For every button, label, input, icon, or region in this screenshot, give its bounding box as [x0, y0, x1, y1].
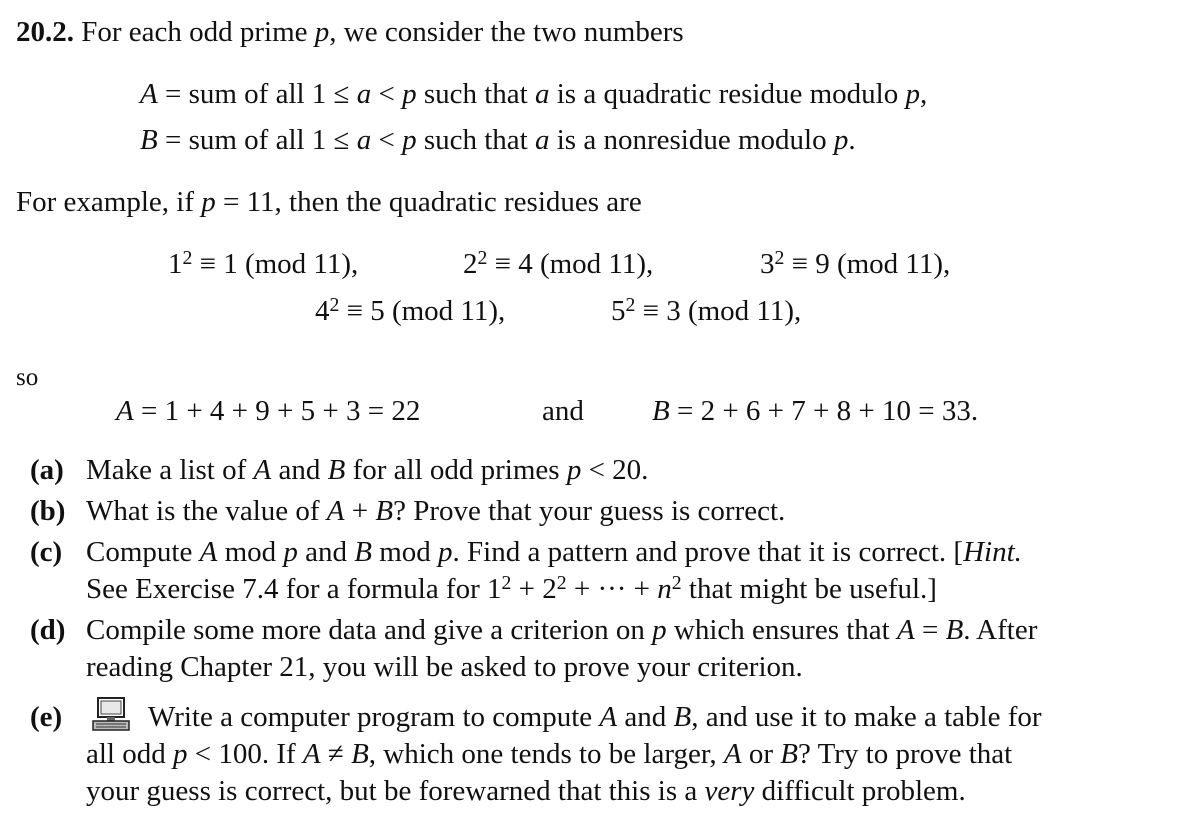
part-a-text: Make a list of A and B for all odd primes p < 20.	[86, 454, 649, 486]
part-d-label: (d)	[30, 614, 66, 646]
part-a-label: (a)	[30, 454, 64, 486]
exercise-intro-text: For each odd prime p, we consider the two numbers	[81, 16, 684, 48]
square-4: $4^2 \equiv 5$ (mod 11),	[315, 294, 506, 327]
example-intro: For example, if p = 11, then the quadratic residues are	[16, 186, 642, 218]
part-e-label: (e)	[30, 701, 63, 733]
part-c-line-2: See Exercise 7.4 for a formula for $1^2 + 2^2$ + ··· + $n^2$ that might be useful.]	[86, 572, 937, 605]
so-word: so	[16, 364, 39, 391]
definition-B: B = sum of all 1 ≤ a < p such that a is a nonresidue modulo p.	[140, 124, 856, 156]
part-d-line-2: reading Chapter 21, you will be asked to prove your criterion.	[86, 651, 803, 683]
square-2: $2^2 \equiv 4$ (mod 11),	[463, 247, 654, 280]
part-e-line-2: all odd p < 100. If A ≠ B, which one tends to be larger, A or B? Try to prove that	[86, 738, 1013, 770]
sum-B: B = 2 + 6 + 7 + 8 + 10 = 33.	[652, 395, 979, 427]
part-c-line-1: Compute A mod p and B mod p. Find a pattern and prove that it is correct. [Hint.	[86, 536, 1022, 568]
square-3: $3^2 \equiv 9$ (mod 11),	[760, 247, 951, 280]
square-1: $1^2 \equiv 1$ (mod 11),	[168, 247, 359, 280]
part-d-line-1: Compile some more data and give a criterion on p which ensures that A = B. After	[86, 614, 1038, 646]
part-b-label: (b)	[30, 495, 66, 527]
square-5: $5^2 \equiv 3$ (mod 11),	[611, 294, 802, 327]
and-word: and	[542, 395, 584, 427]
part-e-line-1: Write a computer program to compute A and B, and use it to make a table for	[148, 701, 1042, 733]
exercise-intro-line	[16, 18, 684, 47]
exercise-number: 20.2.	[16, 16, 74, 48]
definition-A: A = sum of all 1 ≤ a < p such that a is a quadratic residue modulo p,	[140, 78, 928, 110]
part-e-line-3: your guess is correct, but be forewarned that this is a very difficult problem.	[86, 775, 966, 807]
part-b-text: What is the value of A + B? Prove that your guess is correct.	[86, 495, 786, 527]
sum-A: A = 1 + 4 + 9 + 5 + 3 = 22	[116, 395, 421, 427]
part-c-label: (c)	[30, 536, 63, 568]
computer-icon	[91, 697, 131, 733]
